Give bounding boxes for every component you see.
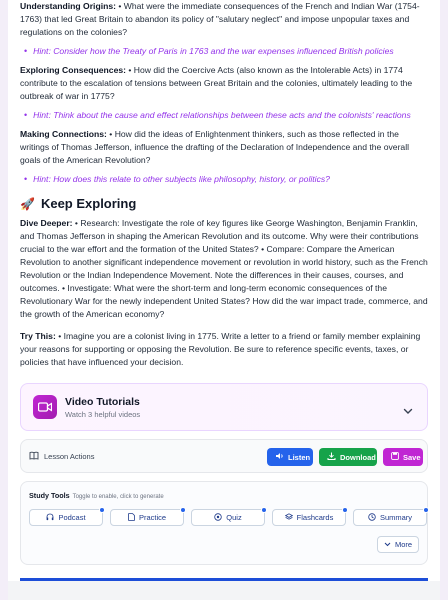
hint-2 bbox=[24, 109, 428, 122]
study-tools-title: Study Tools bbox=[29, 491, 70, 500]
understanding-origins-text: • What were the immediate consequences of the French and Indian War (1754-1763) that led Great Britain to abandon its policy of "salutary neglect" and impose unpopular taxes and regulations on the colonies? bbox=[20, 1, 420, 37]
summary-tool-button[interactable] bbox=[353, 509, 427, 526]
download-label: Download bbox=[340, 452, 376, 462]
headphones-icon bbox=[46, 513, 54, 523]
flashcards-label: Flashcards bbox=[296, 513, 334, 522]
quiz-label: Quiz bbox=[226, 513, 242, 522]
flashcards-tool-button[interactable] bbox=[272, 509, 346, 526]
lesson-actions-bar bbox=[20, 439, 428, 473]
study-tools-subtitle: Toggle to enable, click to generate bbox=[72, 494, 164, 500]
exploring-consequences-paragraph bbox=[20, 64, 428, 103]
chevron-down-icon bbox=[384, 540, 391, 549]
keep-exploring-heading bbox=[20, 196, 428, 211]
hint-2-text: Hint: Think about the cause and effect relationships between these acts and the colonists' reactions bbox=[33, 110, 411, 120]
keep-exploring-title: Keep Exploring bbox=[40, 196, 137, 211]
lesson-content bbox=[8, 0, 440, 565]
practice-toggle[interactable] bbox=[180, 507, 186, 513]
hint-1 bbox=[24, 45, 428, 58]
download-icon bbox=[327, 452, 336, 462]
summary-toggle[interactable] bbox=[423, 507, 429, 513]
chevron-down-icon[interactable] bbox=[403, 402, 413, 420]
dive-deeper-label: Dive Deeper: bbox=[20, 218, 73, 228]
exploring-consequences-label: Exploring Consequences: bbox=[20, 65, 127, 75]
speaker-icon bbox=[275, 452, 284, 462]
understanding-origins-label: Understanding Origins: bbox=[20, 1, 116, 11]
try-this-label: Try This: bbox=[20, 331, 56, 341]
quiz-icon bbox=[214, 513, 222, 523]
study-tools-panel bbox=[20, 481, 428, 565]
save-icon bbox=[391, 452, 399, 462]
summary-label: Summary bbox=[379, 513, 413, 522]
lesson-page bbox=[8, 0, 440, 600]
hint-1-text: Hint: Consider how the Treaty of Paris in 1763 and the war expenses influenced British policies bbox=[33, 46, 394, 56]
making-connections-paragraph bbox=[20, 128, 428, 167]
book-icon bbox=[29, 451, 39, 462]
document-icon bbox=[128, 513, 135, 523]
making-connections-label: Making Connections: bbox=[20, 129, 107, 139]
dive-deeper-paragraph bbox=[20, 217, 428, 321]
video-tutorials-card[interactable] bbox=[20, 383, 428, 431]
podcast-toggle[interactable] bbox=[99, 507, 105, 513]
try-this-text: • Imagine you are a colonist living in 1775. Write a letter to a friend or family member explaining your reasons for supporting or opposing the Revolution. Be sure to reference specific events, taxes, or policies that have influenced your decision. bbox=[20, 331, 421, 367]
study-tools-header bbox=[29, 491, 164, 500]
podcast-label: Podcast bbox=[58, 513, 86, 522]
quiz-tool-button[interactable] bbox=[191, 509, 265, 526]
flashcards-toggle[interactable] bbox=[342, 507, 348, 513]
layers-icon bbox=[285, 513, 293, 523]
download-button[interactable] bbox=[319, 448, 377, 466]
video-tutorials-title: Video Tutorials bbox=[65, 395, 140, 408]
bullet-icon: • bbox=[24, 174, 28, 184]
hint-3 bbox=[24, 173, 428, 186]
try-this-paragraph bbox=[20, 330, 428, 369]
bullet-icon: • bbox=[24, 110, 28, 120]
rocket-icon: 🚀 bbox=[20, 196, 35, 211]
quiz-toggle[interactable] bbox=[261, 507, 267, 513]
understanding-origins-paragraph bbox=[20, 0, 428, 39]
podcast-tool-button[interactable] bbox=[29, 509, 103, 526]
lesson-actions-label: Lesson Actions bbox=[44, 451, 95, 461]
hint-3-text: Hint: How does this relate to other subjects like philosophy, history, or politics? bbox=[33, 174, 330, 184]
more-label: More bbox=[394, 540, 413, 549]
video-camera-icon bbox=[33, 395, 57, 419]
video-tutorials-subtitle: Watch 3 helpful videos bbox=[65, 409, 141, 419]
save-button[interactable] bbox=[383, 448, 423, 466]
practice-label: Practice bbox=[138, 513, 167, 522]
exploring-consequences-text: • How did the Coercive Acts (also known as the Intolerable Acts) in 1774 contribute to the escalation of tensions between Great Britain and the colonies, ultimately leading to the outbreak of war in 1775? bbox=[20, 65, 413, 101]
practice-tool-button[interactable] bbox=[110, 509, 184, 526]
listen-button[interactable] bbox=[267, 448, 313, 466]
more-tools-button[interactable] bbox=[377, 536, 419, 553]
bottom-area bbox=[8, 581, 440, 600]
bullet-icon: • bbox=[24, 46, 28, 56]
save-label: Save bbox=[403, 452, 421, 462]
making-connections-text: • How did the ideas of Enlightenment thinkers, such as those reflected in the writings of Thomas Jefferson, influence the drafting of the Declaration of Independence and the overall goals of the American Revolution? bbox=[20, 129, 410, 165]
dive-deeper-text: • Research: Investigate the role of key figures like George Washington, Benjamin Franklin, and Thomas Jefferson in shaping the American Revolution and its outcome. Why were their contributions crucial to the war effort and the formation of the United States? • Compare: Compare the American Revolution to another significant independence movement or revolution in world history, such as the French Revolution or the Indian Independence Movement. Note the differences in their causes, courses, and outcomes. • Investigate: What were the short-term and long-term economic consequences of the Revolutionary War for the newly independent United States? How did the war impact trade, commerce, and the growth of the American economy? bbox=[20, 218, 428, 319]
clock-icon bbox=[368, 513, 376, 523]
listen-label: Listen bbox=[288, 452, 311, 462]
